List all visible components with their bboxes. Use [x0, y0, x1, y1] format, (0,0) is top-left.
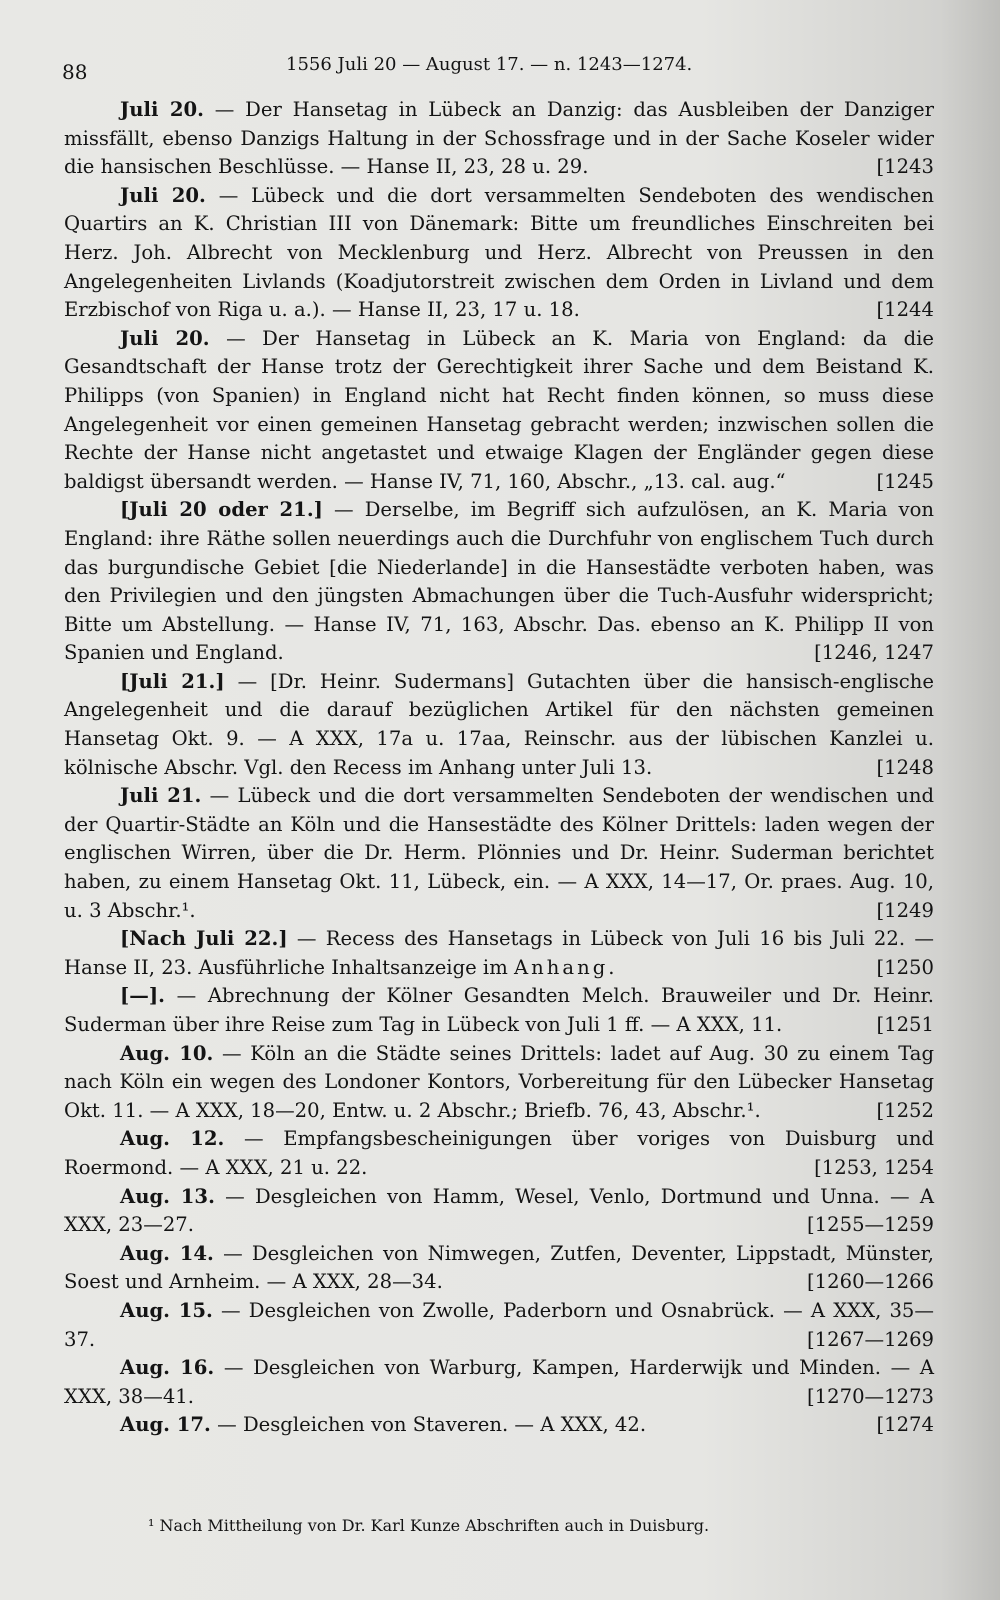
entry-text: — Desgleichen von Staveren. — A XXX, 42.: [217, 1413, 647, 1437]
entry-number: [1249: [876, 898, 934, 922]
regest-entry-1244: [64, 182, 936, 325]
entry-text: — Desgleichen von Hamm, Wesel, Venlo, Dortmund und Unna. — A XXX, 23—27.: [64, 1184, 934, 1237]
entry-date: Aug. 13.: [120, 1184, 215, 1208]
entry-text: — Der Hansetag in Lübeck an K. Maria von England: da die Gesandtschaft der Hanse trotz der Gerechtigkeit ihrer Sache und dem Beistand K. Philipps (von Spanien) in England nicht hat Recht finden können, so muss diese Angelegenheit vor einen gemeinen Hansetag gebracht werden; inzwischen sollen die Rechte der Hanse nicht angetastet und etwaige Klagen der Engländer gegen diese baldigst übersandt werden. — Hanse IV, 71, 160, Abschr., „13. cal. aug.“: [64, 326, 934, 493]
regest-entry-1267: [64, 1297, 936, 1354]
entry-text: — Lübeck und die dort versammelten Sendeboten des wendischen Quartirs an K. Christian III von Dänemark: Bitte um freundliches Einschreiten bei Herz. Joh. Albrecht von Mecklenburg und Herz. Albrecht von Preussen in den Angelegenheiten Livlands (Koadjutorstreit zwischen dem Orden in Livland und dem Erzbischof von Riga u. a.). — Hanse II, 23, 17 u. 18.: [64, 183, 934, 322]
entry-number: [1244: [876, 298, 934, 322]
entry-text: — Empfangsbescheinigungen über voriges von Duisburg und Roermond. — A XXX, 21 u. 22.: [64, 1127, 934, 1179]
footnote: ¹ Nach Mittheilung von Dr. Karl Kunze Abschriften auch in Duisburg.: [148, 1516, 710, 1535]
entry-number: [1250: [876, 955, 934, 979]
entry-text: — Desgleichen von Nimwegen, Zutfen, Deventer, Lippstadt, Münster, Soest und Arnheim. — A XXX, 28—34.: [64, 1241, 935, 1294]
entry-date: Aug. 10.: [120, 1041, 214, 1065]
entry-number: [1255—1259: [807, 1213, 934, 1237]
entry-date: Aug. 14.: [120, 1241, 214, 1265]
regest-entry-1250: [64, 925, 936, 982]
regest-entry-1243: [64, 96, 936, 182]
entry-number: [1253, 1254: [814, 1155, 934, 1179]
entry-date: Juli 21.: [120, 784, 202, 808]
regest-list: [64, 96, 936, 1440]
regest-entry-1248: [64, 668, 936, 782]
entry-text: — Köln an die Städte seines Drittels: ladet auf Aug. 30 zu einem Tag nach Köln ein wegen des Londoner Kontors, Vorbereitung für den Lübecker Hansetag Okt. 11. — A XXX, 18—20, Entw. u. 2 Abschr.; Briefb. 76, 43, Abschr.¹.: [64, 1041, 935, 1122]
regest-entry-1251: [64, 982, 936, 1039]
entry-date: Aug. 17.: [120, 1413, 211, 1437]
regest-entry-1249: [64, 782, 936, 925]
entry-number: [1252: [876, 1098, 934, 1122]
entry-date: Aug. 12.: [120, 1127, 225, 1151]
entry-number: [1270—1273: [807, 1384, 934, 1408]
entry-date: Juli 20.: [120, 183, 206, 207]
page-header: [62, 52, 942, 84]
entry-text: — Derselbe, im Begriff sich aufzulösen, an K. Maria von England: ihre Räthe sollen neuerdings auch die Durchfuhr von englischem Tuch durch das burgundische Gebiet [die Niederlande] in die Hansestädte verboten haben, was den Privilegien und den jüngsten Abmachungen über die Tuch-Ausfuhr widerspricht; Bitte um Abstellung. — Hanse IV, 71, 163, Abschr. Das. ebenso an K. Philipp II von Spanien und England.: [64, 498, 934, 665]
entry-number: [1260—1266: [807, 1270, 934, 1294]
entry-text: — Der Hansetag in Lübeck an Danzig: das Ausbleiben der Danziger missfällt, ebenso Danzigs Haltung in der Schossfrage und in der Sache Koseler wider die hansischen Beschlüsse. — Hanse II, 23, 28 u. 29.: [64, 98, 934, 179]
page-number: 88: [62, 60, 88, 84]
entry-text: — Recess des Hansetags in Lübeck von Juli 16 bis Juli 22. — Hanse II, 23. Ausführliche Inhaltsanzeige im: [64, 927, 934, 979]
entry-number: [1274: [876, 1413, 934, 1437]
entry-number: [1245: [876, 469, 934, 493]
entry-text: — Abrechnung der Kölner Gesandten Melch. Brauweiler und Dr. Heinr. Suderman über ihre Reise zum Tag in Lübeck von Juli 1 ff. — A XXX, 11.: [64, 984, 934, 1036]
entry-spaced-word: Anhang.: [514, 955, 618, 979]
regest-entry-1246: [64, 496, 936, 668]
entry-date: [Nach Juli 22.]: [120, 927, 288, 951]
regest-entry-1270: [64, 1354, 936, 1411]
entry-date: [Juli 21.]: [120, 669, 225, 693]
entry-date: Aug. 16.: [120, 1356, 215, 1380]
entry-number: [1243: [876, 155, 934, 179]
regest-entry-1260: [64, 1240, 936, 1297]
entry-number: [1248: [876, 755, 934, 779]
entry-date: [Juli 20 oder 21.]: [120, 498, 323, 522]
regest-entry-1274: [64, 1411, 936, 1440]
regest-entry-1253: [64, 1125, 936, 1182]
entry-text: — Lübeck und die dort versammelten Sendeboten der wendischen und der Quartir-Städte an Köln und die Hansestädte des Kölner Drittels: laden wegen der englischen Wirren, über die Dr. Herm. Plönnies und Dr. Heinr. Suderman berichtet haben, zu einem Hansetag Okt. 11, Lübeck, ein. — A XXX, 14—17, Or. praes. Aug. 10, u. 3 Abschr.¹.: [64, 784, 934, 922]
entry-date: Juli 20.: [120, 326, 210, 350]
regest-entry-1252: [64, 1040, 936, 1126]
regest-entry-1255: [64, 1183, 936, 1240]
entry-number: [1251: [876, 1013, 934, 1036]
entry-text: — Desgleichen von Zwolle, Paderborn und Osnabrück. — A XXX, 35—37.: [64, 1298, 934, 1351]
entry-text: — [Dr. Heinr. Sudermans] Gutachten über die hansisch-englische Angelegenheit und die darauf bezüglichen Artikel für den nächsten gemeinen Hansetag Okt. 9. — A XXX, 17a u. 17aa, Reinschr. aus der lübischen Kanzlei u. kölnische Abschr. Vgl. den Recess im Anhang unter Juli 13.: [64, 669, 934, 779]
entry-number: [1246, 1247: [814, 641, 934, 665]
running-head: 1556 Juli 20 — August 17. — n. 1243—1274.: [286, 54, 693, 75]
regest-entry-1245: [64, 325, 936, 497]
entry-date: Juli 20.: [120, 98, 204, 121]
entry-text: — Desgleichen von Warburg, Kampen, Harderwijk und Minden. — A XXX, 38—41.: [64, 1356, 934, 1408]
entry-date: [—].: [120, 984, 165, 1008]
entry-date: Aug. 15.: [120, 1298, 213, 1322]
entry-number: [1267—1269: [807, 1327, 934, 1351]
